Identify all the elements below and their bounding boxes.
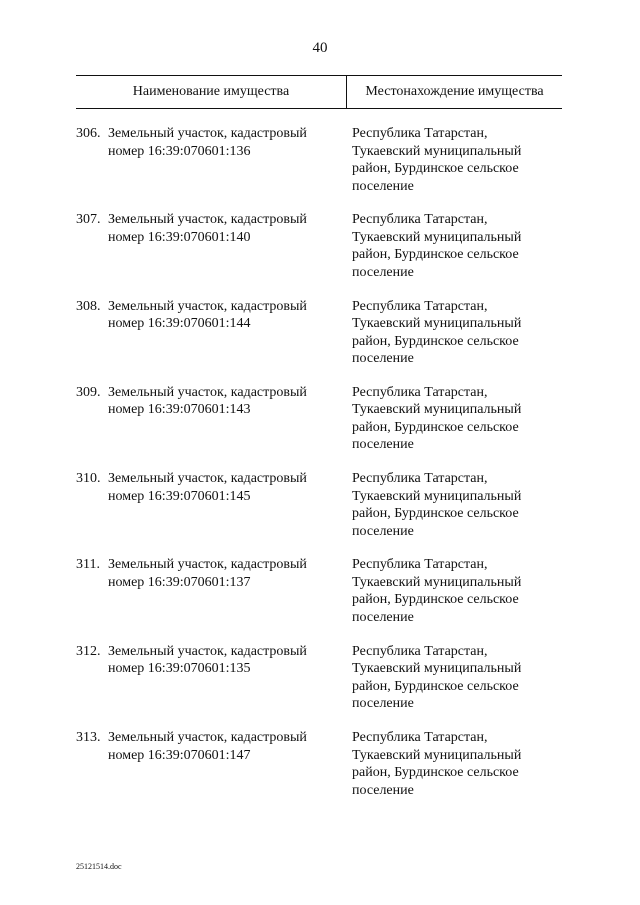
page-number: 40 [312, 40, 328, 56]
table-row [76, 384, 566, 470]
property-location-line: Тукаевский муниципальный [352, 488, 522, 504]
property-location-line: район, Бурдинское сельское [352, 419, 519, 435]
property-name-line: номер 16:39:070601:145 [108, 488, 251, 504]
property-name-line: Земельный участок, кадастровый [108, 471, 307, 487]
property-name-line: номер 16:39:070601:147 [108, 747, 251, 763]
property-name [108, 470, 338, 505]
property-location-line: Республика Татарстан, [352, 471, 488, 487]
table-row [76, 211, 566, 297]
property-location-line: район, Бурдинское сельское [352, 678, 519, 694]
property-name-line: Земельный участок, кадастровый [108, 643, 307, 659]
property-location [352, 211, 566, 281]
property-location-line: Республика Татарстан, [352, 557, 488, 573]
row-number: 311. [76, 557, 100, 573]
header-col-location: Местонахождение имущества [365, 84, 544, 99]
property-location-line: поселение [352, 437, 414, 453]
property-location-line: поселение [352, 609, 414, 625]
table-header [76, 75, 562, 109]
property-location-line: поселение [352, 178, 414, 194]
property-location-line: поселение [352, 782, 414, 798]
property-location-line: Республика Татарстан, [352, 298, 488, 314]
property-location-line: Тукаевский муниципальный [352, 229, 522, 245]
property-name [108, 211, 338, 246]
property-name-line: Земельный участок, кадастровый [108, 384, 307, 400]
row-number: 306. [76, 126, 101, 141]
property-name-line: Земельный участок, кадастровый [108, 212, 307, 228]
property-location-line: Тукаевский муниципальный [352, 402, 522, 418]
row-number: 309. [76, 384, 101, 400]
property-location [352, 298, 566, 368]
row-number: 310. [76, 471, 101, 487]
table-row [76, 729, 566, 815]
property-location-line: Тукаевский муниципальный [352, 661, 522, 677]
row-number: 308. [76, 298, 101, 314]
property-location [352, 125, 566, 195]
property-name-line: номер 16:39:070601:140 [108, 229, 251, 245]
property-list [76, 125, 566, 815]
property-location-line: поселение [352, 264, 414, 280]
property-location-line: район, Бурдинское сельское [352, 592, 519, 608]
property-name [108, 384, 338, 419]
property-name-line: номер 16:39:070601:144 [108, 316, 251, 332]
table-row [76, 298, 566, 384]
document-code: 25121514.doc [76, 862, 122, 871]
property-location-line: Республика Татарстан, [352, 212, 488, 228]
row-number: 312. [76, 643, 101, 659]
property-location [352, 643, 566, 713]
property-location-line: Республика Татарстан, [352, 384, 488, 400]
table-row [76, 470, 566, 556]
property-location-line: район, Бурдинское сельское [352, 247, 519, 263]
table-row [76, 556, 566, 642]
property-location-line: Тукаевский муниципальный [352, 574, 522, 590]
row-number: 313. [76, 730, 101, 746]
property-name-line: Земельный участок, кадастровый [108, 730, 307, 746]
property-location [352, 470, 566, 540]
property-location-line: поселение [352, 696, 414, 712]
property-location [352, 729, 566, 799]
property-name-line: номер 16:39:070601:136 [108, 143, 251, 159]
header-col-name: Наименование имущества [76, 76, 347, 108]
table-row [76, 643, 566, 729]
property-location-line: район, Бурдинское сельское [352, 506, 519, 522]
property-location-line: поселение [352, 351, 414, 367]
property-name-line: номер 16:39:070601:135 [108, 661, 251, 677]
property-location-line: поселение [352, 523, 414, 539]
property-name [108, 125, 338, 160]
property-location-line: Тукаевский муниципальный [352, 143, 522, 159]
property-location-line: район, Бурдинское сельское [352, 765, 519, 781]
property-name-line: номер 16:39:070601:137 [108, 574, 251, 590]
property-name [108, 729, 338, 764]
property-location [352, 384, 566, 454]
property-name [108, 643, 338, 678]
property-location-line: Республика Татарстан, [352, 730, 488, 746]
property-name-line: Земельный участок, кадастровый [108, 557, 307, 573]
property-name [108, 556, 338, 591]
property-location-line: Тукаевский муниципальный [352, 316, 522, 332]
property-location-line: Тукаевский муниципальный [352, 747, 522, 763]
table-row [76, 125, 566, 211]
property-name-line: номер 16:39:070601:143 [108, 402, 251, 418]
property-name-line: Земельный участок, кадастровый [108, 298, 307, 314]
property-name-line: Земельный участок, кадастровый [108, 126, 307, 141]
row-number: 307. [76, 212, 101, 228]
property-location-line: район, Бурдинское сельское [352, 333, 519, 349]
property-location [352, 556, 566, 626]
property-location-line: Республика Татарстан, [352, 126, 488, 141]
property-location-line: район, Бурдинское сельское [352, 161, 519, 176]
property-location-line: Республика Татарстан, [352, 643, 488, 659]
property-name [108, 298, 338, 333]
